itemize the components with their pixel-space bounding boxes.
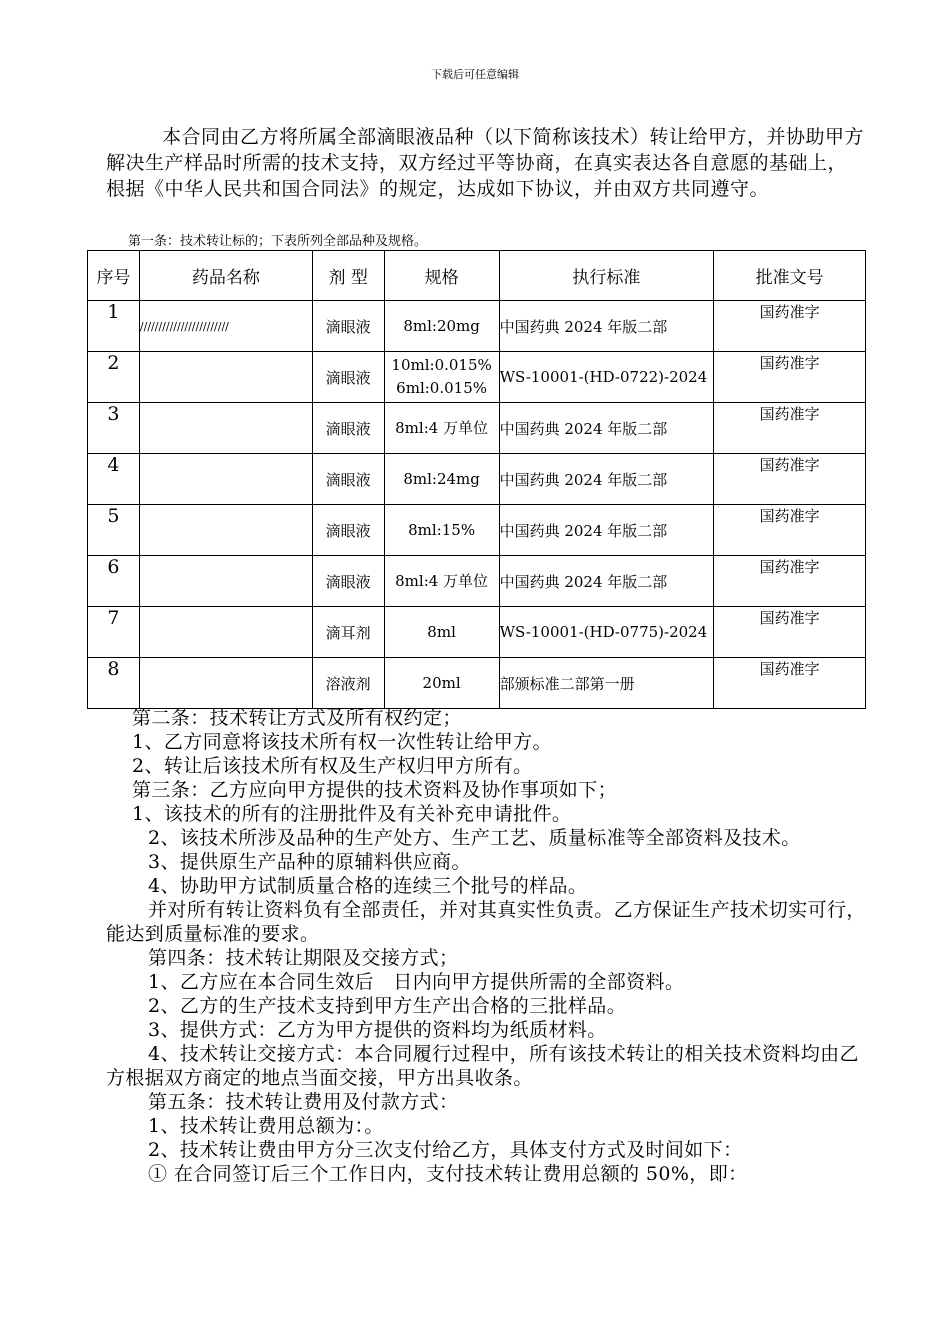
- row-number-cell: 5: [88, 505, 140, 556]
- specification-line: 8ml:15%: [408, 520, 476, 539]
- specification-cell: [384, 403, 499, 454]
- specification-line: 8ml:4 万单位: [395, 571, 489, 590]
- article-3-item-3: 3、提供原生产品种的原辅料供应商。: [148, 851, 471, 873]
- approval-number-cell: 国药准字: [714, 505, 866, 556]
- standard-cell: 中国药典 2024 年版二部: [499, 556, 714, 607]
- row-number-cell: 7: [88, 607, 140, 658]
- standard-cell: WS-10001-(HD-0775)-2024: [499, 607, 714, 658]
- dosage-form-cell: 滴眼液: [312, 352, 384, 403]
- approval-number-cell: 国药准字: [714, 403, 866, 454]
- article-2-item-1: 1、乙方同意将该技术所有权一次性转让给甲方。: [132, 731, 552, 753]
- contract-body: [106, 706, 866, 1186]
- drug-name-cell: [139, 403, 312, 454]
- row-number-cell: 8: [88, 658, 140, 709]
- specification-line: 8ml:4 万单位: [395, 418, 489, 437]
- article-3-item-1: 1、该技术的所有的注册批件及有关补充申请批件。: [132, 803, 572, 825]
- dosage-form-cell: 滴眼液: [312, 301, 384, 352]
- specification-line: 8ml: [427, 622, 456, 641]
- dosage-form-cell: 滴眼液: [312, 505, 384, 556]
- table-row: [88, 352, 866, 403]
- table-row: [88, 607, 866, 658]
- standard-cell: 部颁标准二部第一册: [499, 658, 714, 709]
- article-4-item-4: 4、技术转让交接方式：本合同履行过程中，所有该技术转让的相关技术资料均由乙方根据双方商定的地点当面交接，甲方出具收条。: [106, 1043, 859, 1089]
- drug-name-cell: [139, 505, 312, 556]
- specification-line: 6ml:0.015%: [396, 379, 487, 397]
- specification-cell: [384, 505, 499, 556]
- drug-name-cell: [139, 352, 312, 403]
- article-4-item-3: 3、提供方式：乙方为甲方提供的资料均为纸质材料。: [148, 1019, 607, 1041]
- header-no: 序号: [88, 251, 140, 301]
- dosage-form-cell: 滴眼液: [312, 556, 384, 607]
- table-header-row: [88, 251, 866, 301]
- row-number-cell: 1: [88, 301, 140, 352]
- dosage-form-cell: 滴耳剂: [312, 607, 384, 658]
- article-2-heading: 第二条：技术转让方式及所有权约定；: [132, 707, 462, 729]
- header-spec: 规格: [384, 251, 499, 301]
- standard-cell: 中国药典 2024 年版二部: [499, 403, 714, 454]
- article-3-note: 并对所有转让资料负有全部责任，并对其真实性负责。乙方保证生产技术切实可行，能达到质量标准的要求。: [106, 899, 866, 945]
- approval-number-cell: 国药准字: [714, 658, 866, 709]
- specification-cell: [384, 301, 499, 352]
- specification-line: 20ml: [422, 673, 461, 692]
- drug-name-cell: ////////////////////////: [139, 301, 312, 352]
- approval-number-cell: 国药准字: [714, 556, 866, 607]
- header-approval: 批准文号: [714, 251, 866, 301]
- article-5-item-1: 1、技术转让费用总额为：。: [148, 1115, 384, 1137]
- table-row: [88, 301, 866, 352]
- specification-line: 10ml:0.015%: [391, 356, 492, 374]
- dosage-form-cell: 滴眼液: [312, 454, 384, 505]
- specification-line: 8ml:20mg: [403, 316, 480, 335]
- article-5-heading: 第五条：技术转让费用及付款方式：: [148, 1091, 459, 1113]
- article-3-item-2: 2、该技术所涉及品种的生产处方、生产工艺、质量标准等全部资料及技术。: [148, 827, 801, 849]
- specification-cell: [384, 556, 499, 607]
- article-3-heading: 第三条：乙方应向甲方提供的技术资料及协作事项如下；: [132, 779, 618, 801]
- standard-cell: WS-10001-(HD-0722)-2024: [499, 352, 714, 403]
- drug-name-cell: [139, 556, 312, 607]
- article-5-item-2: 2、技术转让费由甲方分三次支付给乙方，具体支付方式及时间如下：: [148, 1139, 743, 1161]
- approval-number-cell: 国药准字: [714, 301, 866, 352]
- table-row: [88, 658, 866, 709]
- specification-cell: [384, 454, 499, 505]
- page-header: 下载后可任意编辑: [431, 68, 519, 81]
- standard-cell: 中国药典 2024 年版二部: [499, 505, 714, 556]
- row-number-cell: 3: [88, 403, 140, 454]
- header-name: 药品名称: [139, 251, 312, 301]
- standard-cell: 中国药典 2024 年版二部: [499, 454, 714, 505]
- article-5-item-3: ① 在合同签订后三个工作日内，支付技术转让费用总额的 50%，即：: [148, 1163, 748, 1185]
- header-form: 剂 型: [312, 251, 384, 301]
- header-standard: 执行标准: [499, 251, 714, 301]
- row-number-cell: 2: [88, 352, 140, 403]
- table-row: [88, 556, 866, 607]
- table-row: [88, 403, 866, 454]
- article-4-item-2: 2、乙方的生产技术支持到甲方生产出合格的三批样品。: [148, 995, 627, 1017]
- intro-paragraph: 本合同由乙方将所属全部滴眼液品种（以下简称该技术）转让给甲方，并协助甲方解决生产样品时所需的技术支持，双方经过平等协商，在真实表达各自意愿的基础上，根据《中华人民共和国合同法》的规定，达成如下协议，并由双方共同遵守。: [106, 126, 865, 200]
- dosage-form-cell: 滴眼液: [312, 403, 384, 454]
- approval-number-cell: 国药准字: [714, 607, 866, 658]
- article-3-item-4: 4、协助甲方试制质量合格的连续三个批号的样品。: [148, 875, 588, 897]
- row-number-cell: 6: [88, 556, 140, 607]
- dosage-form-cell: 溶液剂: [312, 658, 384, 709]
- standard-cell: 中国药典 2024 年版二部: [499, 301, 714, 352]
- specification-cell: [384, 352, 499, 403]
- approval-number-cell: 国药准字: [714, 454, 866, 505]
- specification-cell: [384, 658, 499, 709]
- approval-number-cell: 国药准字: [714, 352, 866, 403]
- row-number-cell: 4: [88, 454, 140, 505]
- specification-cell: [384, 607, 499, 658]
- product-table: [87, 250, 866, 709]
- table-row: [88, 505, 866, 556]
- table-row: [88, 454, 866, 505]
- specification-line: 8ml:24mg: [403, 469, 480, 488]
- article-4-heading: 第四条：技术转让期限及交接方式；: [148, 947, 459, 969]
- article-2-item-2: 2、转让后该技术所有权及生产权归甲方所有。: [132, 755, 533, 777]
- drug-name-cell: [139, 607, 312, 658]
- drug-name-cell: [139, 454, 312, 505]
- article-1-heading: 第一条：技术转让标的；下表所列全部品种及规格。: [128, 234, 428, 249]
- article-4-item-1: 1、乙方应在本合同生效后 日内向甲方提供所需的全部资料。: [148, 971, 685, 993]
- drug-name-cell: [139, 658, 312, 709]
